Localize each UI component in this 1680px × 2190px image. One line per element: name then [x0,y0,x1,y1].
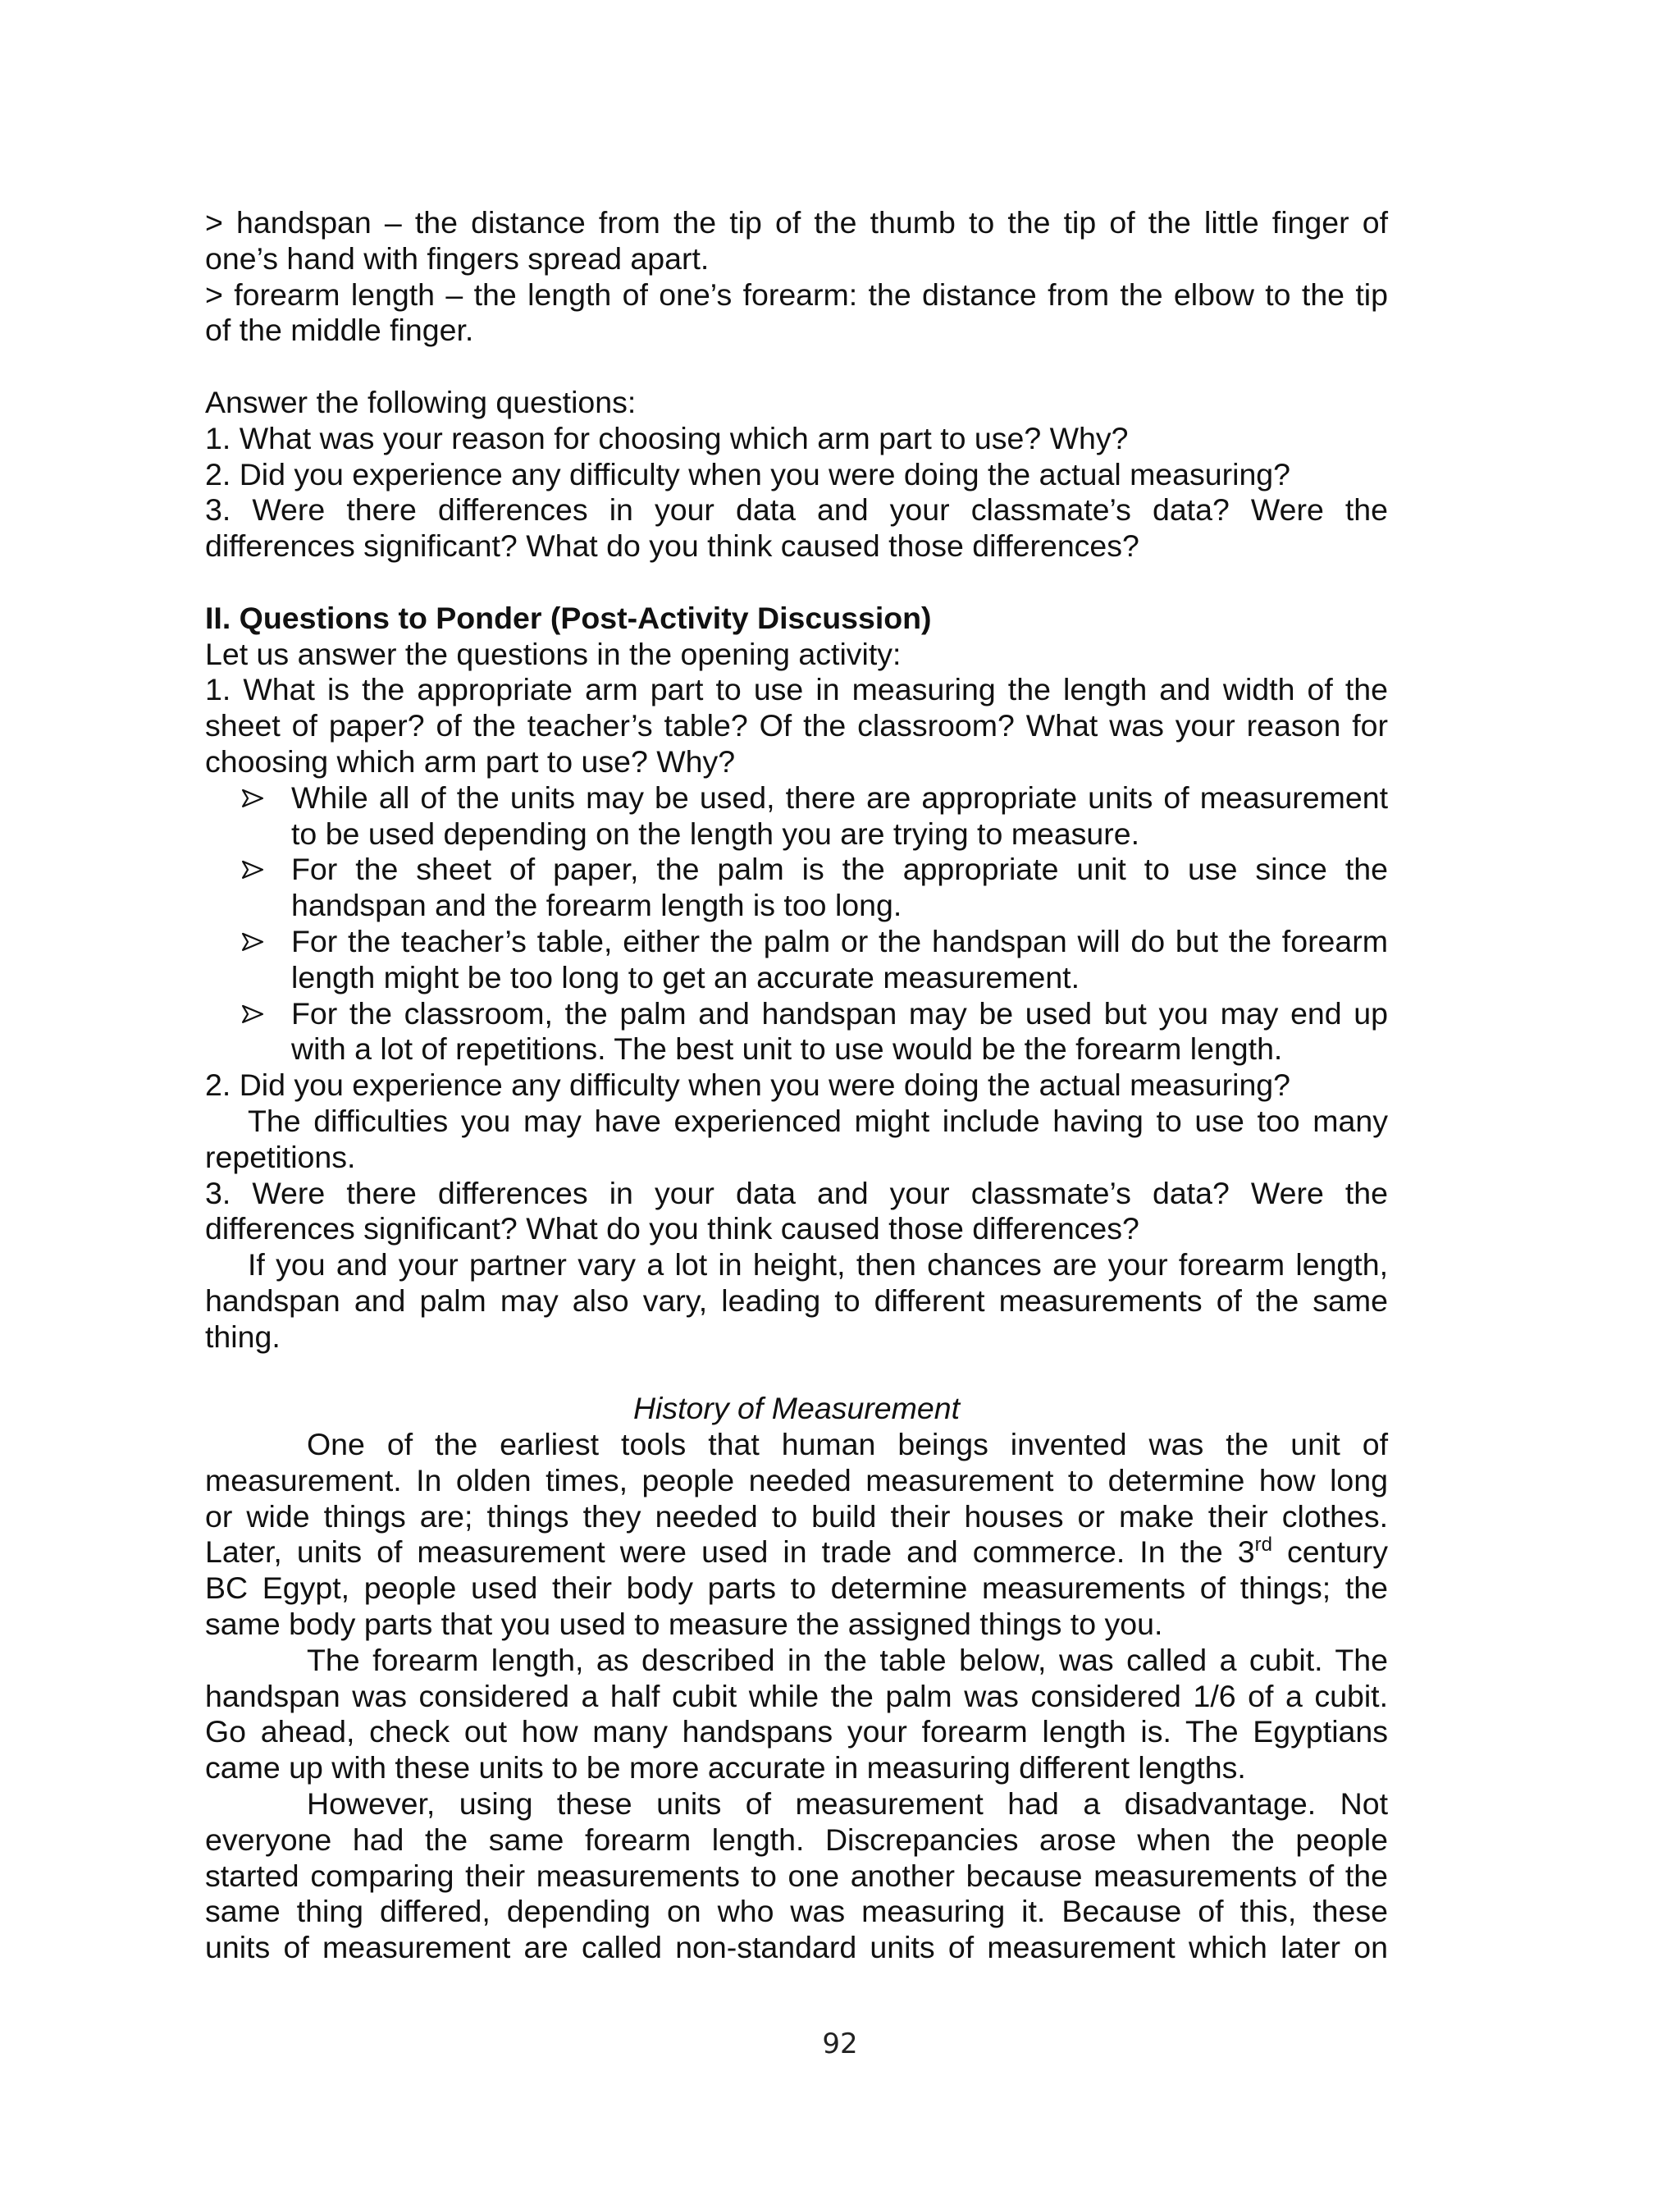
ponder-answer-3-line-2: handspan and palm may also vary, leading to different measurements of the same [205,1282,1388,1318]
question-1: 1. What was your reason for choosing which arm part to use? Why? [205,420,1129,455]
bullet-item [205,780,1388,853]
history-paragraph-3-line: everyone had the same forearm length. Discrepancies arose when the people [205,1822,1388,1857]
history-title: History of Measurement [632,1391,961,1426]
questions-intro: Answer the following questions: [205,384,637,419]
question-3-line-2: differences significant? What do you think caused those differences? [205,528,1139,564]
history-paragraph-1-line: or wide things are; things they needed to build their houses or make their clothes. [205,1498,1388,1534]
history-paragraph-1-line [205,1534,1388,1570]
bullet-item [205,852,1388,924]
history-paragraph-1-line: measurement. In olden times, people needed measurement to determine how long [205,1462,1388,1497]
section-intro: Let us answer the questions in the opening activity: [205,636,902,671]
text-run: century [1271,1534,1388,1570]
ponder-question-3-line-1: 3. Were there differences in your data and your classmate’s data? Were the [205,1175,1388,1210]
bullet-item [205,996,1388,1068]
history-paragraph-1-line: same body parts that you used to measure the assigned things to you. [205,1607,1163,1642]
ponder-answer-2-line-2: repetitions. [205,1139,356,1174]
ponder-question-1-line-3: choosing which arm part to use? Why? [205,743,736,779]
page-content [205,205,1388,1966]
ponder-answer-3-line-1: If you and your partner vary a lot in height, then chances are your forearm length, [248,1247,1388,1282]
history-paragraph-2-line: Go ahead, check out how many handspans your forearm length is. The Egyptians [205,1714,1388,1749]
bullet-line: to be used depending on the length you are trying to measure. [291,816,1140,851]
arrow-bullet-icon [238,924,271,960]
bullet-line: with a lot of repetitions. The best unit to use would be the forearm length. [291,1031,1283,1067]
definition-handspan-line-1: > handspan – the distance from the tip of the thumb to the tip of the little finger of [205,205,1388,240]
spacer [205,565,1388,601]
bullet-line: length might be too long to get an accurate measurement. [291,959,1080,994]
bullet-line: For the classroom, the palm and handspan may be used but you may end up [291,995,1388,1031]
arrow-bullet-icon [238,852,271,888]
ponder-question-2: 2. Did you experience any difficulty when you were doing the actual measuring? [205,1068,1291,1103]
question-2: 2. Did you experience any difficulty when you were doing the actual measuring? [205,456,1291,491]
arrow-bullet-icon [238,780,271,816]
text-run: Later, units of measurement were used in trade and commerce. In the 3 [205,1534,1255,1570]
definition-forearm-line-2: of the middle finger. [205,313,474,348]
spacer [205,1356,1388,1392]
history-paragraph-2-line: handspan was considered a half cubit while the palm was considered 1/6 of a cubit. [205,1678,1388,1713]
ponder-answer-2-line-1: The difficulties you may have experienced might include having to use too many [248,1103,1388,1138]
history-paragraph-1-line: One of the earliest tools that human beings invented was the unit of [307,1427,1388,1462]
section-heading: II. Questions to Ponder (Post-Activity Discussion) [205,600,932,635]
history-paragraph-3-line: same thing differed, depending on who was measuring it. Because of this, these [205,1894,1388,1929]
question-3-line-1: 3. Were there differences in your data and your classmate’s data? Were the [205,492,1388,528]
history-paragraph-1-line: BC Egypt, people used their body parts to determine measurements of things; the [205,1570,1388,1606]
definition-handspan-line-2: one’s hand with fingers spread apart. [205,240,710,276]
superscript: rd [1254,1534,1272,1557]
ponder-question-1-line-2: sheet of paper? of the teacher’s table? Of the classroom? What was your reason for [205,708,1388,743]
ponder-question-1-line-1: 1. What is the appropriate arm part to use in measuring the length and width of the [205,672,1388,707]
history-paragraph-3-line: units of measurement are called non-standard units of measurement which later on [205,1930,1388,1965]
bullet-line: For the sheet of paper, the palm is the appropriate unit to use since the [291,852,1388,887]
history-paragraph-2-line: The forearm length, as described in the table below, was called a cubit. The [307,1642,1388,1677]
bullet-item [205,924,1388,996]
ponder-answer-3-line-3: thing. [205,1319,281,1354]
history-paragraph-3-line: started comparing their measurements to one another because measurements of the [205,1858,1388,1893]
ponder-question-3-line-2: differences significant? What do you think caused those differences? [205,1211,1139,1246]
page-number: 92 [822,2028,858,2060]
bullet-line: While all of the units may be used, there are appropriate units of measurement [291,780,1388,815]
definition-forearm-line-1: > forearm length – the length of one’s forearm: the distance from the elbow to the tip [205,277,1388,312]
history-paragraph-2-line: came up with these units to be more accurate in measuring different lengths. [205,1750,1246,1785]
bullet-line: handspan and the forearm length is too long. [291,888,902,923]
history-paragraph-3-line: However, using these units of measurement had a disadvantage. Not [307,1786,1388,1822]
spacer [205,349,1388,385]
arrow-bullet-icon [238,996,271,1032]
bullet-line: For the teacher’s table, either the palm or the handspan will do but the forearm [291,923,1388,958]
